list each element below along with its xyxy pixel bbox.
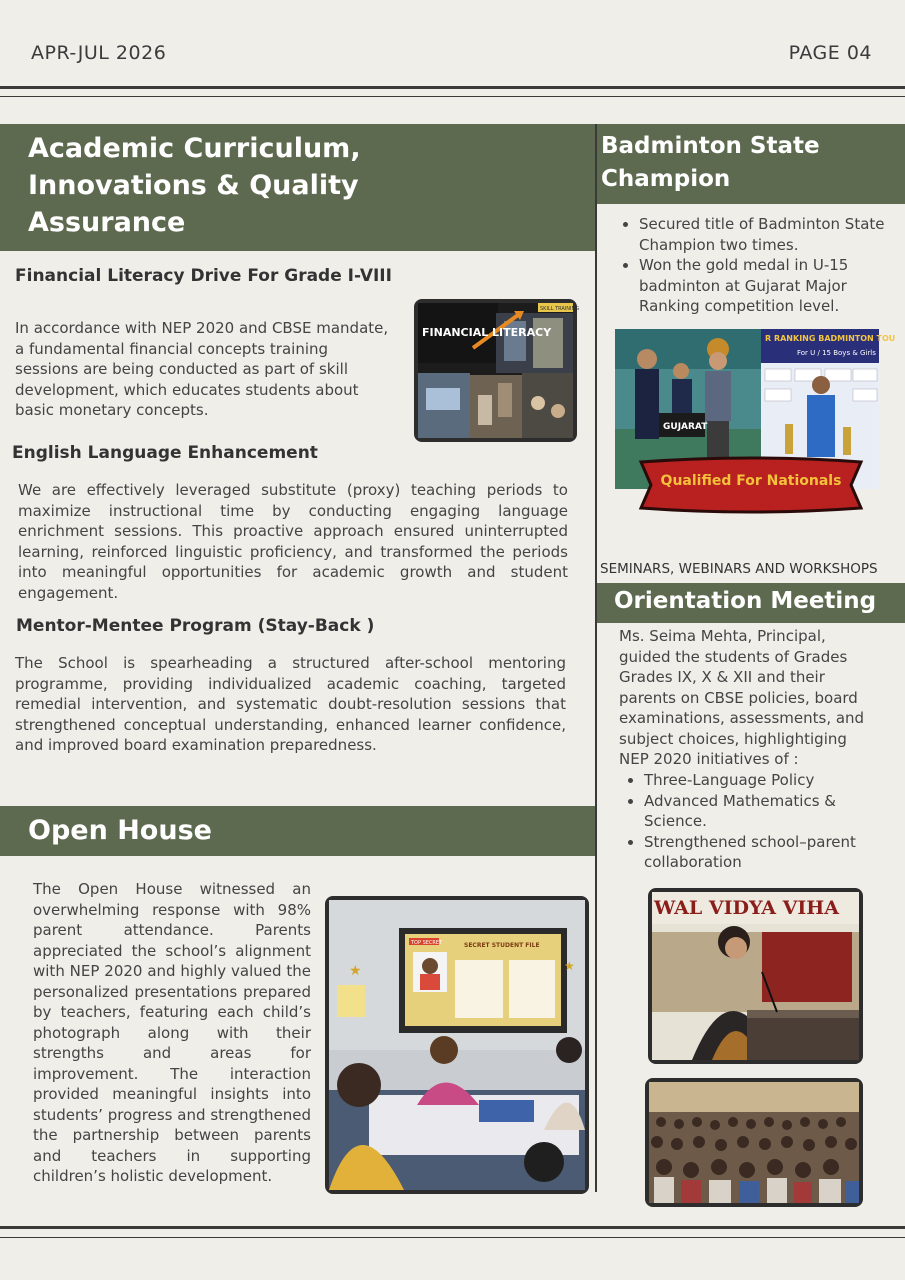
financial-photo-tag: SKILL TRAINING <box>540 306 580 312</box>
orientation-bullet: • Strengthened school–parent collaboration <box>644 832 884 873</box>
orientation-body: Ms. Seima Mehta, Principal, guided the students of Grades Grades IX, X & XII and their parents on CBSE policies, board examinations, assessments, and subject choices, highlightiging NEP 2020 initiatives of : <box>619 627 865 768</box>
academic-section-band <box>0 124 595 251</box>
badminton-banner-sub: For U / 15 Boys & Girls <box>797 349 876 357</box>
issue-date: APR-JUL 2026 <box>31 42 167 64</box>
header-rule-thin <box>0 96 905 97</box>
academic-section-title: Academic Curriculum, Innovations & Quality Assurance <box>28 133 361 238</box>
header-rule-thick <box>0 86 905 89</box>
badminton-band <box>597 124 905 204</box>
mentor-heading: Mentor-Mentee Program (Stay-Back ) <box>16 616 375 636</box>
principal-photo-text: WAL VIDYA VIHA <box>654 897 839 919</box>
page-number: PAGE 04 <box>788 42 872 64</box>
orientation-bullets <box>622 770 884 873</box>
badminton-bullet: • Secured title of Badminton State Champion two times. <box>639 214 894 255</box>
footer-rule-thin <box>0 1237 905 1238</box>
orientation-band <box>597 583 905 623</box>
open-house-screen-tag: TOP SECRET <box>411 940 443 946</box>
open-house-screen-title: SECRET STUDENT FILE <box>464 942 540 949</box>
financial-photo-text: FINANCIAL LITERACY <box>422 326 552 339</box>
english-body: We are effectively leveraged substitute (proxy) teaching periods to maximize instructional time by conducting engaging language enrichment sessions. This proactive approach ensured uninterrupted learning, reinforced linguistic proficiency, and transformed the periods into meaningful opportunities for academic growth and student engagement. <box>18 481 568 602</box>
qualified-ribbon <box>635 454 867 516</box>
orientation-title: Orientation Meeting <box>614 588 877 614</box>
open-house-body: The Open House witnessed an overwhelming response with 98% parent attendance. Parents appreciated the school’s alignment with NEP 2020 and highly valued the personalized presentations prepared by teachers, featuring each child’s photograph along with their strengths and areas for improvement. The interaction provided meaningful insights into students’ progress and strengthened the partnership between parents and teachers in supporting children’s holistic development. <box>33 880 311 1185</box>
financial-body: In accordance with NEP 2020 and CBSE mandate, a fundamental financial concepts training sessions are being conducted as part of skill development, which educates students about basic monetary concepts. <box>15 319 389 419</box>
english-heading: English Language Enhancement <box>12 443 318 463</box>
footer-rule-thick <box>0 1226 905 1229</box>
financial-literacy-photo <box>414 299 580 442</box>
orientation-bullet: • Advanced Mathematics & Science. <box>644 791 884 832</box>
mentor-body: The School is spearheading a structured after-school mentoring programme, providing individualized academic coaching, targeted remedial intervention, and systematic doubt-resolution sessions that strengthened conceptual understanding, enhanced learner confidence, and improved board examination preparedness. <box>15 654 566 754</box>
open-house-photo <box>325 896 589 1194</box>
seminars-label: SEMINARS, WEBINARS AND WORKSHOPS <box>600 561 878 577</box>
badminton-bullet: • Won the gold medal in U-15 badminton at Gujarat Major Ranking competition level. <box>639 255 894 317</box>
svg-text:★: ★ <box>564 959 575 973</box>
audience-photo <box>645 1078 863 1207</box>
svg-text:★: ★ <box>349 963 362 979</box>
badminton-photo-sign: GUJARAT <box>663 422 708 432</box>
badminton-bullets <box>617 214 894 317</box>
principal-photo <box>648 888 863 1064</box>
column-divider <box>595 124 597 1192</box>
badminton-title: Badminton State Champion <box>601 133 820 192</box>
financial-heading: Financial Literacy Drive For Grade I-VIII <box>15 266 392 286</box>
open-house-title: Open House <box>28 815 212 846</box>
orientation-bullet: • Three-Language Policy <box>644 770 884 791</box>
open-house-band <box>0 806 595 856</box>
qualified-ribbon-text: Qualified For Nationals <box>660 473 842 489</box>
badminton-banner-top: R RANKING BADMINTON TOU <box>765 334 896 343</box>
